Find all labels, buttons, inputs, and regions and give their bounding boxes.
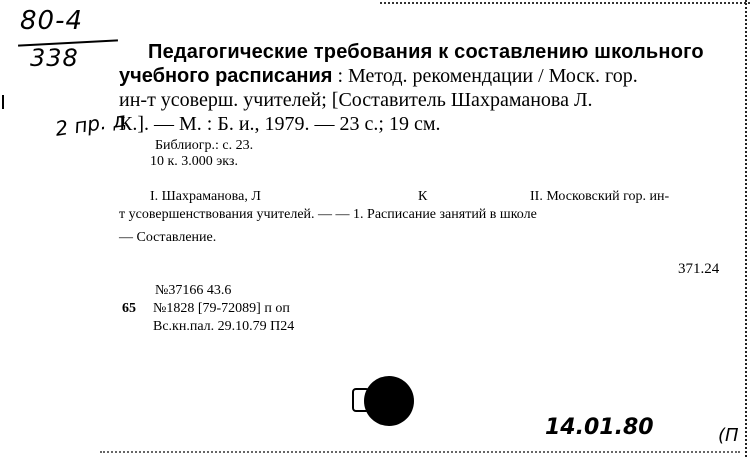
shelf-mark-bottom: 338 bbox=[30, 44, 79, 72]
tracing-institution: II. Московский гор. ин- bbox=[530, 189, 670, 204]
handwritten-note: 2 пр. д bbox=[53, 107, 128, 141]
tracing-initial: К bbox=[418, 189, 428, 204]
title-line-3: ин-т усоверш. учителей; [Составитель Шахраманова Л. bbox=[119, 89, 593, 111]
top-dotted-edge bbox=[380, 2, 750, 6]
record-number-3: Вс.кн.пал. 29.10.79 П24 bbox=[153, 319, 295, 334]
title-line-1: Педагогические требования к составлению школьного bbox=[148, 41, 704, 63]
tracing-line-1 bbox=[150, 189, 670, 205]
title-bold-part: учебного расписания bbox=[119, 65, 333, 87]
right-dotted-edge bbox=[743, 0, 747, 457]
shelf-mark-top: 80-4 bbox=[20, 6, 84, 36]
bottom-dotted-edge bbox=[100, 451, 740, 455]
tracing-author: I. Шахраманова, Л bbox=[150, 189, 261, 204]
tracing-line-3: — Составление. bbox=[119, 230, 217, 245]
punch-hole bbox=[364, 376, 414, 426]
copies-note: 10 к. 3.000 экз. bbox=[150, 154, 238, 169]
udc-code: 371.24 bbox=[678, 261, 720, 277]
record-prefix: 65 bbox=[122, 301, 136, 316]
record-number-2: №1828 [79-72089] п оп bbox=[153, 301, 290, 316]
title-rest-part: : Метод. рекомендации / Моск. гор. bbox=[332, 65, 638, 87]
handwritten-corner-mark: (П bbox=[718, 425, 739, 446]
title-line-2 bbox=[119, 65, 638, 88]
tracing-line-2: т усовершенствования учителей. — — 1. Расписание занятий в школе bbox=[119, 207, 537, 222]
record-number-1: №37166 43.6 bbox=[155, 283, 232, 298]
left-margin-mark bbox=[2, 95, 4, 109]
bibliography-note: Библиогр.: с. 23. bbox=[155, 138, 254, 153]
handwritten-date: 14.01.80 bbox=[545, 415, 654, 440]
title-line-4: К.]. — М. : Б. и., 1979. — 23 с.; 19 см. bbox=[119, 113, 441, 135]
